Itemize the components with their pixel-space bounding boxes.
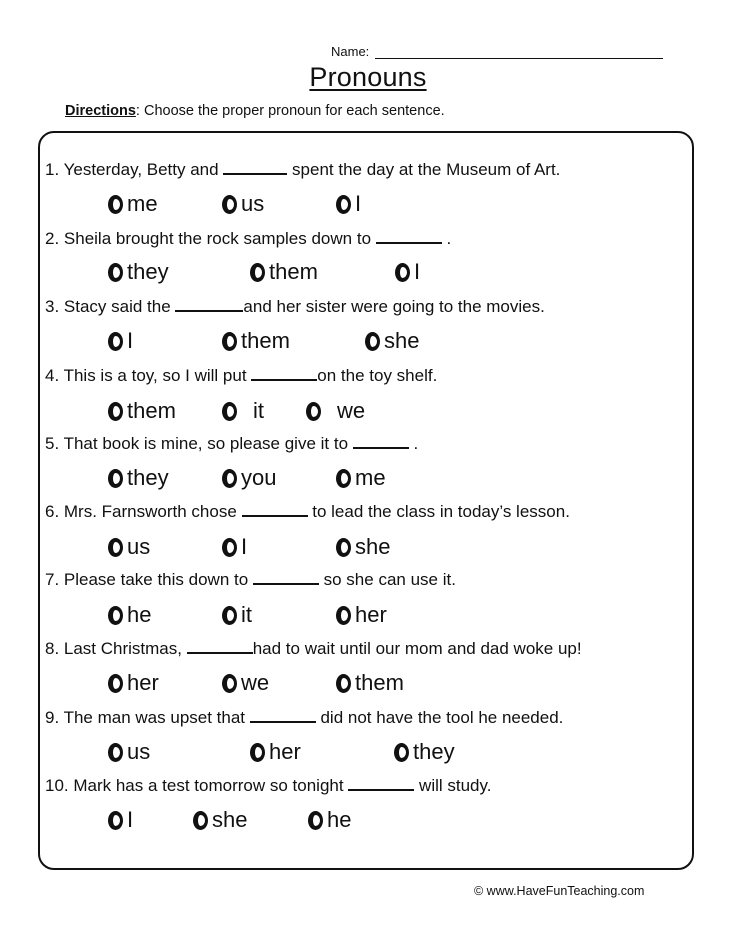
option-5-c[interactable]: [336, 465, 386, 491]
copyright-footer: © www.HaveFunTeaching.com: [474, 884, 645, 898]
option-8-b[interactable]: [222, 670, 269, 696]
question-text-before: 6. Mrs. Farnsworth chose: [45, 502, 242, 521]
radio-bubble-icon[interactable]: [108, 469, 123, 488]
radio-bubble-icon[interactable]: [222, 538, 237, 557]
question-text-after: to lead the class in today’s lesson.: [307, 502, 570, 521]
option-2-b[interactable]: [250, 259, 318, 285]
option-label: them: [355, 670, 404, 695]
option-2-a[interactable]: [108, 259, 169, 285]
question-7: [45, 570, 456, 590]
question-4: [45, 366, 437, 386]
radio-bubble-icon[interactable]: [336, 538, 351, 557]
question-5: [45, 434, 418, 454]
option-label: us: [127, 534, 151, 559]
option-label: I: [241, 534, 248, 559]
option-label: we: [241, 670, 270, 695]
option-9-b[interactable]: [250, 739, 301, 765]
radio-bubble-icon[interactable]: [336, 469, 351, 488]
option-5-b[interactable]: [222, 465, 276, 491]
option-label: her: [355, 602, 387, 627]
option-label: he: [127, 602, 152, 627]
option-3-a[interactable]: [108, 328, 133, 354]
radio-bubble-icon[interactable]: [222, 332, 237, 351]
option-label: I: [355, 191, 362, 216]
option-label: I: [414, 259, 421, 284]
option-3-b[interactable]: [222, 328, 290, 354]
radio-bubble-icon[interactable]: [222, 195, 237, 214]
option-label: I: [127, 328, 134, 353]
radio-bubble-icon[interactable]: [308, 811, 323, 830]
option-label: we: [337, 398, 366, 423]
answer-blank: [348, 776, 414, 791]
question-text-before: 4. This is a toy, so I will put: [45, 366, 252, 385]
question-text-before: 9. The man was upset that: [45, 708, 250, 727]
radio-bubble-icon[interactable]: [222, 402, 237, 421]
answer-blank: [253, 570, 319, 585]
option-label: it: [241, 602, 252, 627]
radio-bubble-icon[interactable]: [365, 332, 380, 351]
page-title: Pronouns: [309, 62, 427, 92]
question-text-before: 5. That book is mine, so please give it to: [45, 434, 353, 453]
question-2: [45, 229, 451, 249]
answer-blank: [251, 366, 317, 381]
option-8-c[interactable]: [336, 670, 404, 696]
option-label: they: [127, 259, 169, 284]
question-3: [45, 297, 545, 317]
option-4-a[interactable]: [108, 398, 176, 424]
question-text-before: 10. Mark has a test tomorrow so tonight: [45, 776, 349, 795]
question-text-after: did not have the tool he needed.: [315, 708, 564, 727]
radio-bubble-icon[interactable]: [108, 402, 123, 421]
question-text-after: will study.: [414, 776, 492, 795]
radio-bubble-icon[interactable]: [394, 743, 409, 762]
name-line[interactable]: [375, 44, 663, 59]
option-label: me: [355, 465, 386, 490]
radio-bubble-icon[interactable]: [108, 538, 123, 557]
question-6: [45, 502, 570, 522]
radio-bubble-icon[interactable]: [222, 674, 237, 693]
option-label: she: [384, 328, 420, 353]
option-label: you: [241, 465, 277, 490]
answer-blank: [250, 708, 316, 723]
option-label: them: [269, 259, 318, 284]
option-7-c[interactable]: [336, 602, 387, 628]
option-6-c[interactable]: [336, 534, 390, 560]
radio-bubble-icon[interactable]: [108, 811, 123, 830]
option-2-c[interactable]: [395, 259, 420, 285]
option-label: her: [127, 670, 159, 695]
radio-bubble-icon[interactable]: [250, 743, 265, 762]
option-1-c[interactable]: [336, 191, 361, 217]
directions-text: : Choose the proper pronoun for each sentence.: [135, 103, 445, 119]
option-4-b[interactable]: [222, 398, 264, 424]
radio-bubble-icon[interactable]: [306, 402, 321, 421]
option-label: us: [127, 739, 151, 764]
option-label: them: [127, 398, 176, 423]
radio-bubble-icon[interactable]: [108, 606, 123, 625]
radio-bubble-icon[interactable]: [336, 674, 351, 693]
radio-bubble-icon[interactable]: [193, 811, 208, 830]
radio-bubble-icon[interactable]: [336, 606, 351, 625]
option-7-a[interactable]: [108, 602, 151, 628]
radio-bubble-icon[interactable]: [336, 195, 351, 214]
radio-bubble-icon[interactable]: [108, 674, 123, 693]
name-field: [331, 44, 663, 59]
question-text-before: 2. Sheila brought the rock samples down to: [45, 229, 376, 248]
option-label: they: [127, 465, 169, 490]
radio-bubble-icon[interactable]: [222, 606, 237, 625]
directions-label: Directions: [65, 103, 136, 119]
radio-bubble-icon[interactable]: [222, 469, 237, 488]
question-text-after: and her sister were going to the movies.: [243, 297, 545, 316]
option-label: us: [241, 191, 265, 216]
question-1: [45, 160, 560, 180]
option-5-a[interactable]: [108, 465, 169, 491]
option-label: they: [413, 739, 455, 764]
question-10: [45, 776, 491, 796]
option-label: them: [241, 328, 290, 353]
option-1-b[interactable]: [222, 191, 264, 217]
option-6-a[interactable]: [108, 534, 150, 560]
question-9: [45, 708, 563, 728]
question-text-after: on the toy shelf.: [317, 366, 438, 385]
question-text-before: 8. Last Christmas,: [45, 639, 187, 658]
answer-blank: [353, 434, 409, 449]
option-4-c[interactable]: [306, 398, 365, 424]
directions: [65, 103, 445, 119]
name-label: Name:: [331, 44, 370, 59]
option-label: me: [127, 191, 158, 216]
answer-blank: [223, 160, 287, 175]
option-10-c[interactable]: [308, 807, 351, 833]
option-10-a[interactable]: [108, 807, 133, 833]
question-text-before: 3. Stacy said the: [45, 297, 176, 316]
radio-bubble-icon[interactable]: [108, 263, 123, 282]
question-8: [45, 639, 582, 659]
option-3-c[interactable]: [365, 328, 419, 354]
question-text-after: spent the day at the Museum of Art.: [287, 160, 561, 179]
option-label: he: [327, 807, 352, 832]
option-8-a[interactable]: [108, 670, 159, 696]
option-9-c[interactable]: [394, 739, 455, 765]
option-label: it: [253, 398, 264, 423]
question-text-after: .: [408, 434, 419, 453]
option-label: I: [127, 807, 134, 832]
radio-bubble-icon[interactable]: [395, 263, 410, 282]
radio-bubble-icon[interactable]: [250, 263, 265, 282]
question-text-after: so she can use it.: [318, 570, 456, 589]
radio-bubble-icon[interactable]: [108, 195, 123, 214]
question-text-after: .: [441, 229, 452, 248]
option-10-b[interactable]: [193, 807, 247, 833]
answer-blank: [242, 502, 308, 517]
answer-blank: [187, 639, 253, 654]
option-1-a[interactable]: [108, 191, 158, 217]
radio-bubble-icon[interactable]: [108, 743, 123, 762]
question-text-before: 1. Yesterday, Betty and: [45, 160, 224, 179]
option-label: she: [355, 534, 391, 559]
option-7-b[interactable]: [222, 602, 252, 628]
option-6-b[interactable]: [222, 534, 247, 560]
option-9-a[interactable]: [108, 739, 150, 765]
radio-bubble-icon[interactable]: [108, 332, 123, 351]
option-label: she: [212, 807, 248, 832]
answer-blank: [175, 297, 243, 312]
option-label: her: [269, 739, 301, 764]
question-text-after: had to wait until our mom and dad woke up!: [252, 639, 582, 658]
answer-blank: [376, 229, 442, 244]
question-text-before: 7. Please take this down to: [45, 570, 253, 589]
